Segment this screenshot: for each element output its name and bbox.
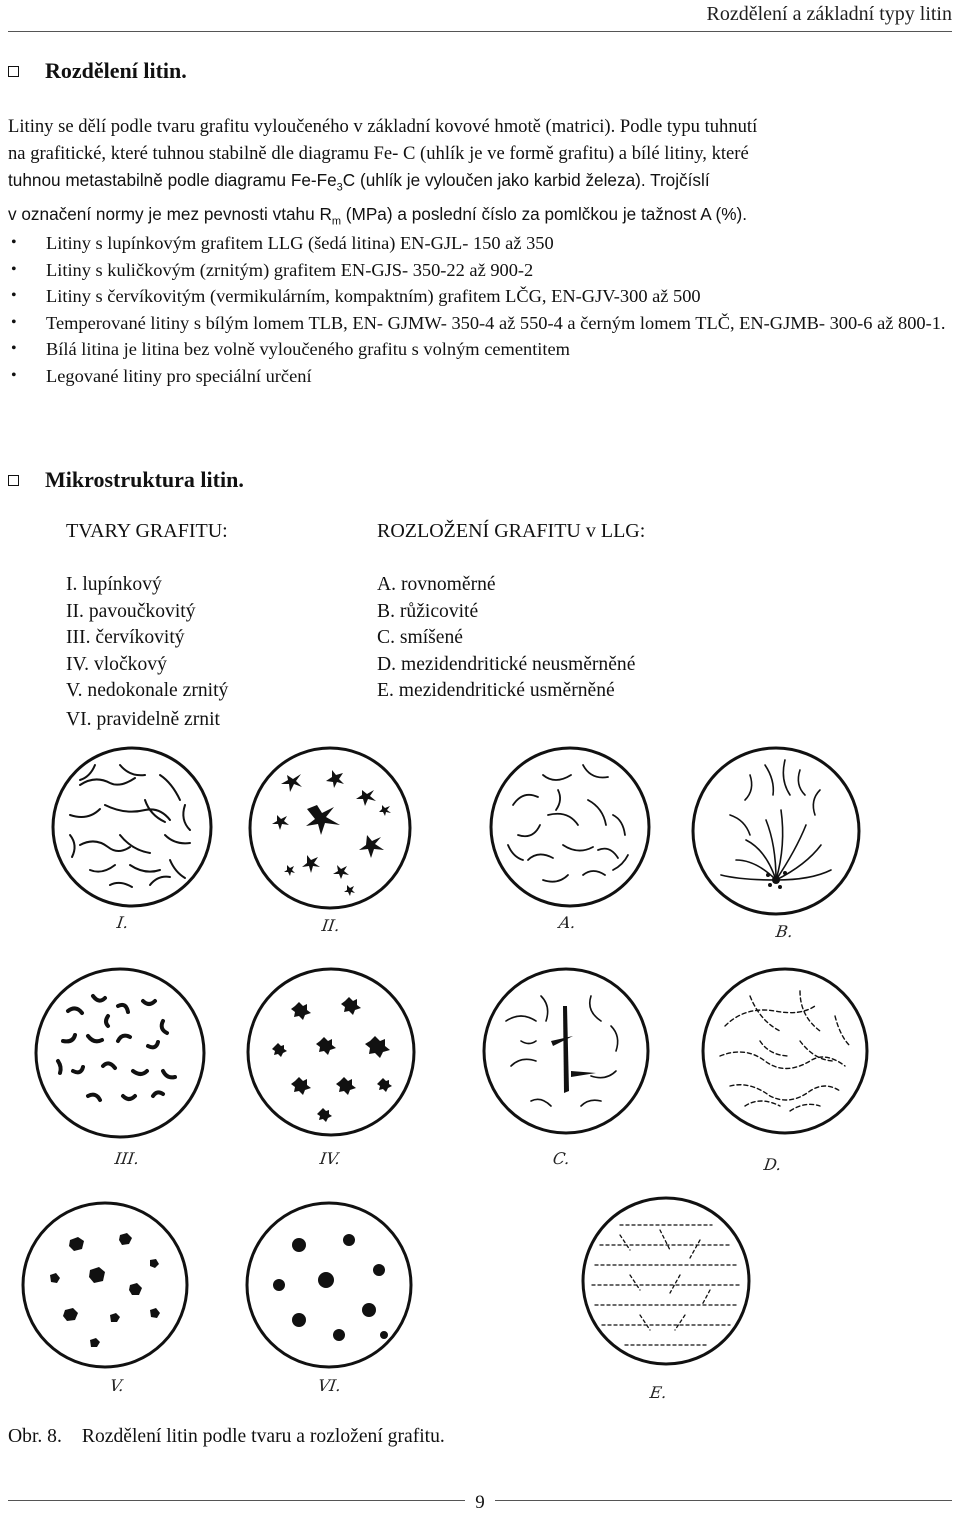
- micrograph-IV-nodular: [245, 966, 417, 1138]
- paragraph-text: C (uhlík je vyloučen jako karbid železa). Trojčíslí: [342, 170, 710, 190]
- shapes-heading: TVARY GRAFITU:: [66, 520, 228, 542]
- subscript: m: [331, 215, 342, 228]
- shape-item: I. lupínkový: [66, 574, 162, 595]
- label-E: E.: [648, 1383, 669, 1402]
- paragraph-line: na grafitické, které tuhnou stabilně dle diagramu Fe- C (uhlík je ve formě grafitu) a bílé litiny, které: [8, 142, 749, 164]
- distribution-item: C. smíšené: [377, 627, 463, 649]
- label-V: V.: [108, 1376, 126, 1395]
- micrograph-I-flake: [50, 745, 214, 909]
- list-item: • Litiny s červíkovitým (vermikulárním, kompaktním) grafitem LČG, EN-GJV-300 až 500: [8, 283, 953, 310]
- distribution-item: D. mezidendritické neusměrněné: [377, 653, 636, 675]
- header-rule: [8, 31, 952, 32]
- intro-paragraph: [8, 114, 953, 235]
- shape-item: VI. pravidelně zrnit: [66, 708, 220, 730]
- distribution-heading: ROZLOŽENÍ GRAFITU v LLG:: [377, 520, 646, 542]
- label-VI: VI.: [316, 1376, 343, 1395]
- micrograph-E-interdendritic-oriented: [580, 1195, 752, 1367]
- distribution-item: B. růžicovité: [377, 600, 479, 622]
- subscript: 3: [336, 181, 343, 194]
- page-number-wrap: [0, 1492, 960, 1514]
- list-item: • Temperované litiny s bílým lomem TLB, EN- GJMW- 350-4 až 550-4 a černým lomem TLČ, EN-GJMB- 300-6 až 800-1.: [8, 310, 951, 337]
- cast-iron-types-list: [8, 230, 953, 389]
- distribution-item: A. rovnoměrné: [377, 574, 496, 595]
- figure-caption: [8, 1426, 445, 1448]
- section-heading-rozdeleni: [8, 58, 187, 84]
- checkbox-bullet-icon: [8, 475, 19, 486]
- micrograph-V-imperfect-nodular: [20, 1200, 190, 1370]
- page-number: 9: [465, 1492, 495, 1513]
- figure-caption-text: Rozdělení litin podle tvaru a rozložení grafitu.: [81, 1426, 445, 1447]
- micrograph-C-mixed: [481, 966, 651, 1136]
- micrograph-II-spider: [247, 745, 413, 911]
- micrograph-III-vermicular: [33, 966, 207, 1140]
- label-B: B.: [774, 922, 795, 941]
- paragraph-text: (MPa) a poslední číslo za pomlčkou je tažnost A (%).: [341, 203, 748, 224]
- label-IV: IV.: [318, 1149, 342, 1168]
- micrograph-VI-regular-nodular: [244, 1200, 414, 1370]
- shape-item: II. pavoučkovitý: [66, 600, 196, 622]
- running-header: Rozdělení a základní typy litin: [706, 3, 952, 25]
- paragraph-text: v označení normy je mez pevnosti vtahu R: [8, 203, 332, 224]
- label-II: II.: [320, 916, 342, 935]
- label-D: D.: [762, 1155, 783, 1174]
- checkbox-bullet-icon: [8, 66, 19, 77]
- micrograph-B-rosette: [690, 745, 862, 917]
- shape-item: III. červíkovitý: [66, 627, 185, 649]
- list-item: • Bílá litina je litina bez volně vyloučeného grafitu s volným cementitem: [8, 336, 953, 363]
- section-title: Rozdělení litin.: [45, 58, 187, 83]
- shapes-list: [66, 572, 228, 734]
- list-item: • Legované litiny pro speciální určení: [8, 363, 953, 390]
- paragraph-text: tuhnou metastabilně podle diagramu Fe-Fe: [8, 170, 337, 190]
- distribution-list: [377, 572, 635, 705]
- label-I: I.: [115, 913, 130, 932]
- label-A: A.: [557, 913, 577, 932]
- paragraph-line: Litiny se dělí podle tvaru grafitu vyloučeného v základní kovové hmotě (matrici). Podle typu tuhnutí: [8, 116, 758, 137]
- shape-item: V. nedokonale zrnitý: [66, 680, 229, 702]
- list-item: • Litiny s kuličkovým (zrnitým) grafitem EN-GJS- 350-22 až 900-2: [8, 257, 953, 284]
- label-C: C.: [551, 1149, 572, 1168]
- paragraph-line: [8, 167, 953, 201]
- shape-item: IV. vločkový: [66, 653, 167, 675]
- micrograph-D-interdendritic-random: [700, 966, 870, 1136]
- section-heading-mikrostruktura: [8, 467, 244, 493]
- micrograph-A-uniform: [488, 745, 652, 909]
- distribution-item: E. mezidendritické usměrněné: [377, 680, 615, 702]
- figure-number: Obr. 8.: [8, 1426, 62, 1447]
- list-item: • Litiny s lupínkovým grafitem LLG (šedá litina) EN-GJL- 150 až 350: [8, 230, 953, 257]
- section-title: Mikrostruktura litin.: [45, 467, 244, 492]
- label-III: III.: [113, 1149, 141, 1168]
